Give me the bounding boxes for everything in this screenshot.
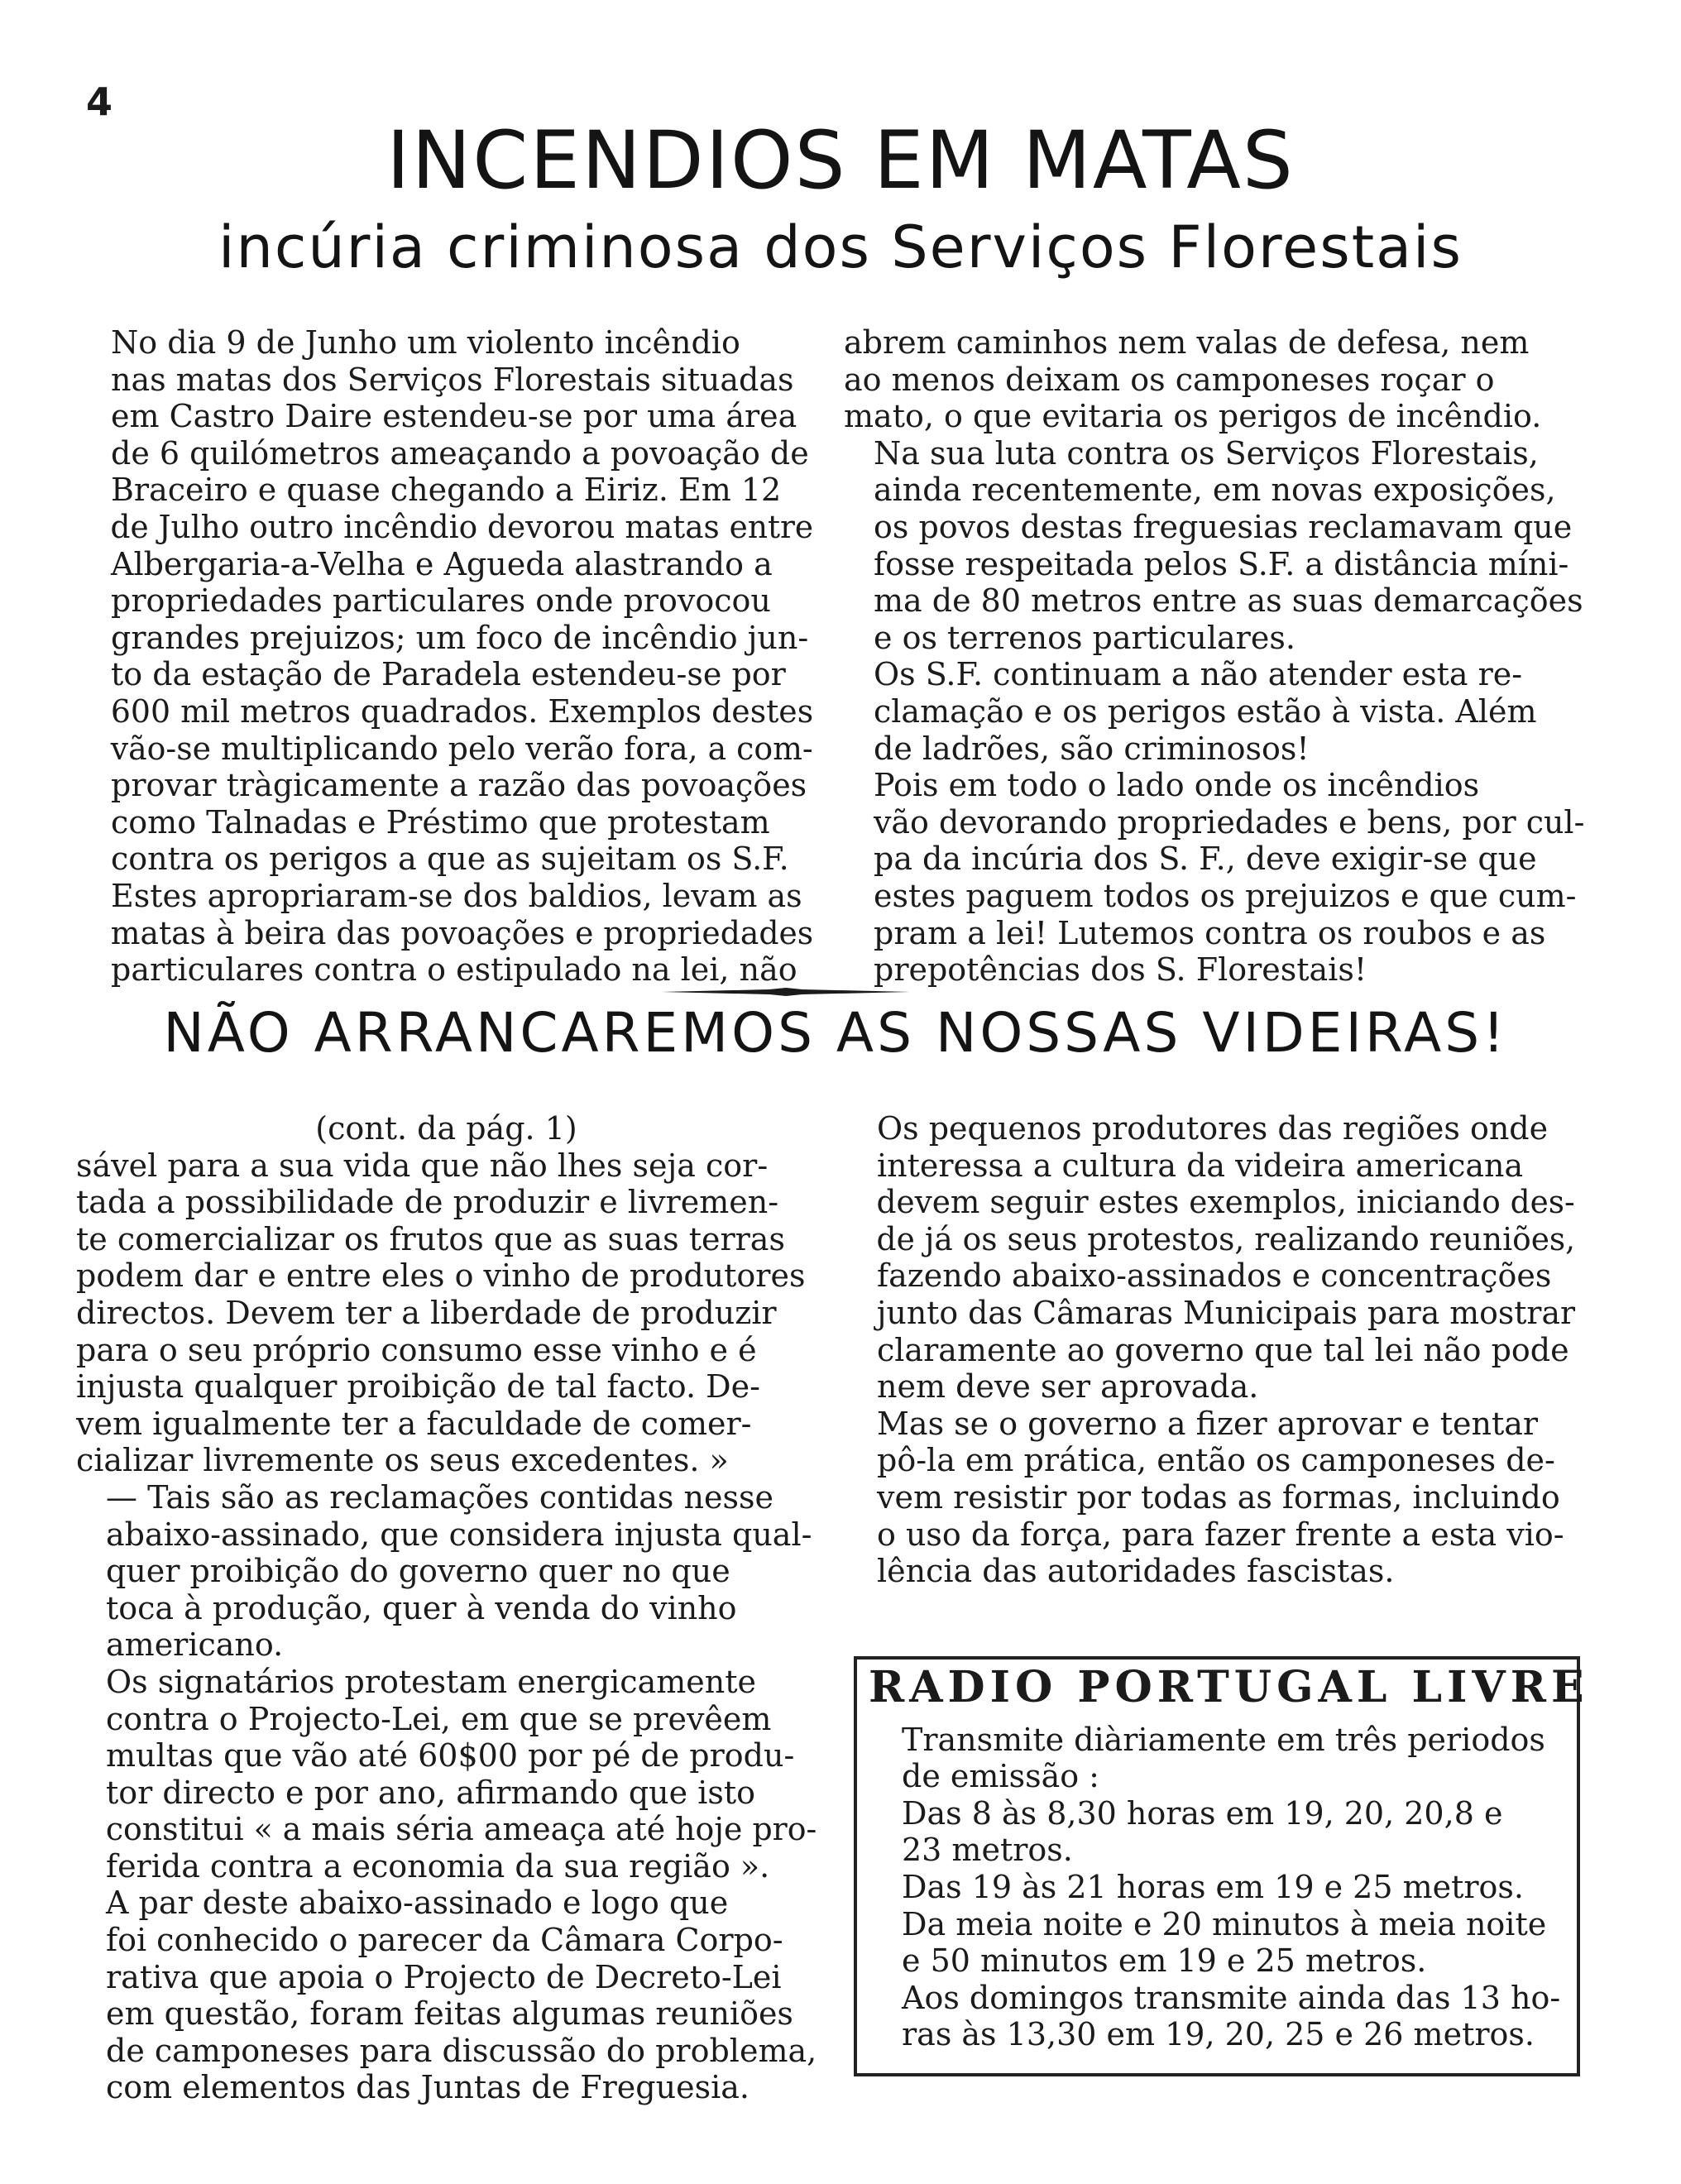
text-line: podem dar e entre eles o vinho de produtores xyxy=(76,1257,806,1295)
text-line: abaixo-assinado, que considera injusta qual- xyxy=(106,1516,812,1553)
text-line: Os pequenos produtores das regiões onde xyxy=(877,1110,1549,1147)
text-line: para o seu próprio consumo esse vinho e é xyxy=(76,1331,757,1368)
article2-left-paragraph-4 xyxy=(76,1885,817,2106)
text-line: multas que vão até 60$00 por pé de produ- xyxy=(106,1737,795,1774)
text-line: 23 metros. xyxy=(902,1832,1073,1869)
text-line: vão devorando propriedades e bens, por cul- xyxy=(873,803,1585,841)
article1-left-column xyxy=(81,324,813,989)
text-line: Das 8 às 8,30 horas em 19, 20, 20,8 e xyxy=(902,1794,1503,1832)
text-line: e 50 minutos em 19 e 25 metros. xyxy=(902,1942,1427,1980)
text-line: tor directo e por ano, afirmando que isto xyxy=(106,1774,755,1811)
text-line: ma de 80 metros entre as suas demarcações xyxy=(874,582,1583,620)
text-line: Da meia noite e 20 minutos à meia noite xyxy=(902,1905,1547,1942)
text-line: Estes apropriaram-se dos baldios, levam as xyxy=(111,877,802,914)
text-line: Das 19 às 21 horas em 19 e 25 metros. xyxy=(902,1868,1525,1905)
text-line: de emissão : xyxy=(902,1758,1099,1795)
text-line: de já os seus protestos, realizando reuniões, xyxy=(876,1220,1576,1257)
text-line: tada a possibilidade de produzir e livremen- xyxy=(76,1184,779,1221)
article2-right-paragraph-2 xyxy=(847,1406,1575,1590)
text-line: nas matas dos Serviços Florestais situadas xyxy=(111,361,794,398)
page-number: 4 xyxy=(86,79,113,124)
text-line: te comercializar os frutos que as suas terras xyxy=(76,1220,785,1257)
text-line: e os terrenos particulares. xyxy=(874,619,1295,656)
text-line: pram a lei! Lutemos contra os roubos e as xyxy=(874,914,1546,951)
text-line: quer proibição do governo quer no que xyxy=(106,1553,730,1590)
text-line: estes paguem todos os prejuizos e que cum- xyxy=(874,877,1577,914)
text-line: contra o Projecto-Lei, em que se prevêem xyxy=(106,1700,772,1737)
article2-right-paragraph-1 xyxy=(847,1110,1575,1406)
article1-right-paragraph-4 xyxy=(844,767,1584,989)
text-line: — Tais são as reclamações contidas nesse xyxy=(106,1478,773,1516)
text-line: contra os perigos a que as sujeitam os S.F. xyxy=(111,841,789,878)
article1-right-column xyxy=(844,324,1584,989)
text-line: vem igualmente ter a faculdade de comer- xyxy=(76,1405,752,1442)
text-line: ras às 13,30 em 19, 20, 25 e 26 metros. xyxy=(902,2016,1535,2053)
text-line: vem resistir por todas as formas, incluindo xyxy=(877,1478,1560,1516)
text-line: com elementos das Juntas de Freguesia. xyxy=(106,2069,750,2106)
text-line: cializar livremente os seus excedentes. » xyxy=(76,1442,729,1479)
text-line: os povos destas freguesias reclamavam que xyxy=(874,508,1573,545)
article2-left-column xyxy=(76,1110,817,2106)
text-line: como Talnadas e Préstimo que protestam xyxy=(111,803,770,841)
article2-left-paragraph-2 xyxy=(76,1479,817,1664)
text-line: Aos domingos transmite ainda das 13 ho- xyxy=(902,1979,1561,2016)
text-line: abrem caminhos nem valas de defesa, nem xyxy=(844,324,1530,361)
article1-subtitle: incúria criminosa dos Serviços Florestais xyxy=(218,213,1463,281)
radio-box-paragraph-1 xyxy=(869,1722,1565,1795)
radio-box-paragraph-2 xyxy=(869,1795,1565,1869)
text-line: Na sua luta contra os Serviços Florestais, xyxy=(874,434,1539,472)
text-line: propriedades particulares onde provocou xyxy=(111,582,771,620)
text-line: fosse respeitada pelos S.F. a distância míni- xyxy=(874,545,1569,582)
text-line: Pois em todo o lado onde os incêndios xyxy=(874,767,1480,804)
article2-right-column xyxy=(847,1110,1575,1590)
text-line: constitui « a mais séria ameaça até hoje pro- xyxy=(105,1811,817,1848)
article1-left-paragraph xyxy=(81,324,813,989)
article2-left-paragraph-1 xyxy=(76,1147,817,1479)
radio-portugal-livre-box xyxy=(854,1656,1589,2076)
text-line: clamação e os perigos estão à vista. Além xyxy=(874,692,1537,730)
text-line: A par deste abaixo-assinado e logo que xyxy=(106,1885,729,1922)
text-line: de 6 quilómetros ameaçando a povoação de xyxy=(111,434,809,472)
radio-box-paragraph-3 xyxy=(869,1869,1565,1906)
text-line: rativa que apoia o Projecto de Decreto-Lei xyxy=(106,1958,782,1995)
text-line: nem deve ser aprovada. xyxy=(877,1368,1259,1406)
text-line: vão-se multiplicando pelo verão fora, a com- xyxy=(110,730,813,767)
continuation-note: (cont. da pág. 1) xyxy=(315,1110,577,1147)
text-line: devem seguir estes exemplos, iniciando des- xyxy=(876,1184,1575,1221)
text-line: provar tràgicamente a razão das povoações xyxy=(111,767,807,804)
text-line: grandes prejuizos; um foco de incêndio jun- xyxy=(111,619,809,656)
text-line: No dia 9 de Junho um violento incêndio xyxy=(111,324,740,361)
text-line: 600 mil metros quadrados. Exemplos destes xyxy=(110,692,814,730)
text-line: interessa a cultura da videira americana xyxy=(877,1147,1524,1184)
radio-box-title: RADIO PORTUGAL LIVRE xyxy=(869,1662,1589,1712)
text-line: ainda recentemente, em novas exposições, xyxy=(874,472,1556,509)
text-line: Braceiro e quase chegando a Eiriz. Em 12 xyxy=(111,472,782,509)
text-line: matas à beira das povoações e propriedades xyxy=(110,914,814,951)
radio-box-paragraph-5 xyxy=(869,1980,1565,2053)
text-line: Mas se o governo a fizer aprovar e tentar xyxy=(877,1405,1539,1442)
text-line: pô-la em prática, então os camponeses de- xyxy=(877,1442,1555,1479)
text-line: de camponeses para discussão do problema, xyxy=(106,2032,817,2069)
text-line: de ladrões, são criminosos! xyxy=(874,730,1310,767)
text-line: o uso da força, para fazer frente a esta vio- xyxy=(877,1516,1564,1553)
text-line: Os signatários protestam energicamente xyxy=(106,1663,756,1700)
article1-right-paragraph-1 xyxy=(844,324,1584,435)
text-line: claramente ao governo que tal lei não pode xyxy=(877,1331,1569,1368)
text-line: em questão, foram feitas algumas reuniões xyxy=(106,1995,793,2033)
article1-title: INCENDIOS EM MATAS xyxy=(386,114,1295,207)
ornamental-divider xyxy=(662,988,910,996)
text-line: Albergaria-a-Velha e Agueda alastrando a xyxy=(111,545,773,582)
text-line: to da estação de Paradela estendeu-se por xyxy=(111,656,786,693)
text-line: americano. xyxy=(106,1626,284,1664)
text-line: injusta qualquer proibição de tal facto. De- xyxy=(76,1368,760,1406)
text-line: ao menos deixam os camponeses roçar o xyxy=(844,361,1495,398)
text-line: fazendo abaixo-assinados e concentrações xyxy=(877,1257,1552,1295)
radio-box-paragraph-4 xyxy=(869,1906,1565,1980)
text-line: Transmite diàriamente em três periodos xyxy=(902,1721,1545,1758)
article2-left-paragraph-3 xyxy=(76,1664,817,1885)
text-line: mato, o que evitaria os perigos de incêndio. xyxy=(844,398,1542,435)
article2-title: NÃO ARRANCAREMOS AS NOSSAS VIDEIRAS! xyxy=(163,1001,1508,1065)
text-line: de Julho outro incêndio devorou matas entre xyxy=(110,508,814,545)
article1-right-paragraph-3 xyxy=(844,656,1584,767)
text-line: prepotências dos S. Florestais! xyxy=(874,951,1367,989)
text-line: lência das autoridades fascistas. xyxy=(877,1553,1395,1590)
text-line: ferida contra a economia da sua região ». xyxy=(106,1847,770,1885)
text-line: pa da incúria dos S. F., deve exigir-se que xyxy=(874,841,1537,878)
text-line: toca à produção, quer à venda do vinho xyxy=(106,1589,737,1626)
article1-right-paragraph-2 xyxy=(844,435,1584,657)
text-line: junto das Câmaras Municipais para mostrar xyxy=(876,1294,1576,1331)
text-line: particulares contra o estipulado na lei, não xyxy=(111,951,797,989)
text-line: Os S.F. continuam a não atender esta re- xyxy=(874,656,1523,693)
text-line: foi conhecido o parecer da Câmara Corpo- xyxy=(106,1922,783,1959)
text-line: directos. Devem ter a liberdade de produzir xyxy=(76,1294,777,1331)
text-line: sável para a sua vida que não lhes seja cor- xyxy=(76,1147,769,1184)
text-line: em Castro Daire estendeu-se por uma área xyxy=(111,398,797,435)
